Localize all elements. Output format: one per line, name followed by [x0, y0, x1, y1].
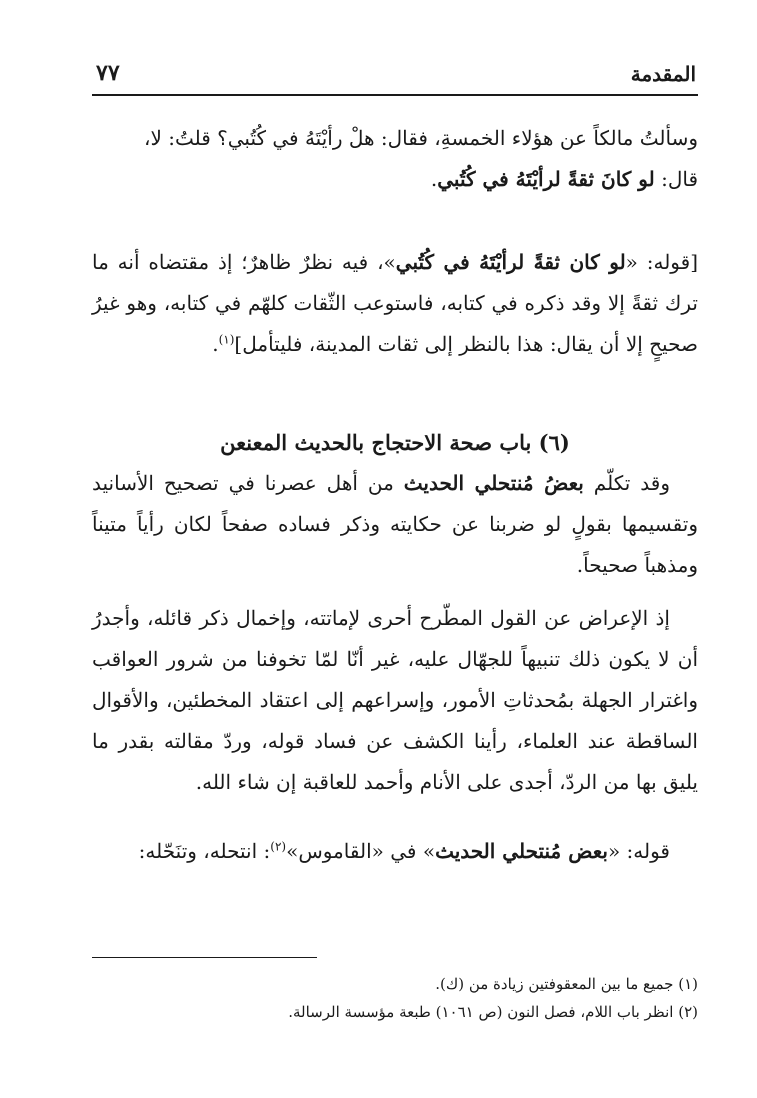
paragraph-text: قال:	[654, 167, 698, 191]
footnote-divider	[92, 957, 317, 958]
paragraph-text: .	[430, 167, 438, 191]
footnote-1: (١) جميع ما بين المعقوفتين زيادة من (ك).	[435, 975, 698, 993]
page-header	[92, 58, 698, 96]
bold-quote: لو كانَ ثقةً لرأيْتَهُ في كُتُبي	[437, 167, 655, 191]
paragraph-text: قوله: «	[607, 839, 670, 863]
footnote-2: (٢) انظر باب اللام، فصل النون (ص ١٠٦١) طبعة مؤسسة الرسالة.	[288, 1003, 698, 1021]
paragraph-qawluhu	[92, 831, 698, 872]
paragraph-mantahili	[92, 463, 698, 586]
paragraph-text: : انتحله، وتنَحّله:	[138, 839, 271, 863]
footnote-ref-1[interactable]: (١)	[218, 332, 235, 347]
footnote-ref-2[interactable]: (٢)	[270, 839, 287, 854]
bold-phrase: بعض مُنتحلي الحديث	[435, 839, 608, 863]
paragraph-text: » في «القاموس»	[286, 839, 436, 863]
commentary-paragraph	[92, 242, 698, 365]
paragraph-malik-question	[92, 118, 698, 200]
footnotes	[92, 970, 698, 1026]
paragraph-text: وقد تكلّم	[583, 471, 670, 495]
section-heading: (٦) باب صحة الاحتجاج بالحديث المعنعن	[220, 430, 570, 455]
paragraph-text: .	[212, 332, 219, 356]
running-title: المقدمة	[630, 62, 696, 86]
bold-quote: لو كان ثقةً لرأيْتَهُ في كُتُبي	[395, 250, 626, 274]
book-page	[92, 58, 698, 1068]
paragraph-line: وسألتُ مالكاً عن هؤلاء الخمسةِ، فقال: هلْ رأيْتَهُ في كُتُبي؟ قلتُ: لا،	[143, 126, 698, 150]
page-number: ٧٧	[96, 60, 120, 86]
paragraph-text: »، فيه نظرٌ ظاهرٌ؛ إذ مقتضاه أنه ما ترك ثقةً إلا وقد ذكره في كتابه، فاستوعب الثّقات كلهّم في كتابه، وهو غيرُ صحيحٍ إلا أن يقال: هذا بالنظر إلى ثقات المدينة، فليتأمل]	[92, 250, 698, 356]
paragraph-text: [قوله: «	[625, 250, 699, 274]
paragraph-text: من أهل عصرنا في تصحيح الأسانيد وتقسيمها بقولٍ لو ضربنا عن حكايته وذكر فساده صفحاً لكان رأياً متيناً ومذهباً صحيحاً.	[92, 471, 698, 577]
bold-phrase: بعضُ مُنتحلي الحديث	[403, 471, 584, 495]
paragraph-iraad: إذ الإعراض عن القول المطّرح أحرى لإماتته، وإخمال ذكر قائله، وأجدرُ أن لا يكون ذلك تنبيهاً للجهّال عليه، غير أنّا لمّا تخوفنا من شرور العواقب واغترار الجهلة بمُحدثاتِ الأمور، وإسراعهم إلى اعتقاد المخطئين، والأقوال الساقطة عند العلماء، رأينا الكشف عن فساد قوله، وردّ مقالته بقدر ما يليق بها من الردّ، أجدى على الأنام وأحمد للعاقبة إن شاء الله.	[92, 606, 698, 794]
